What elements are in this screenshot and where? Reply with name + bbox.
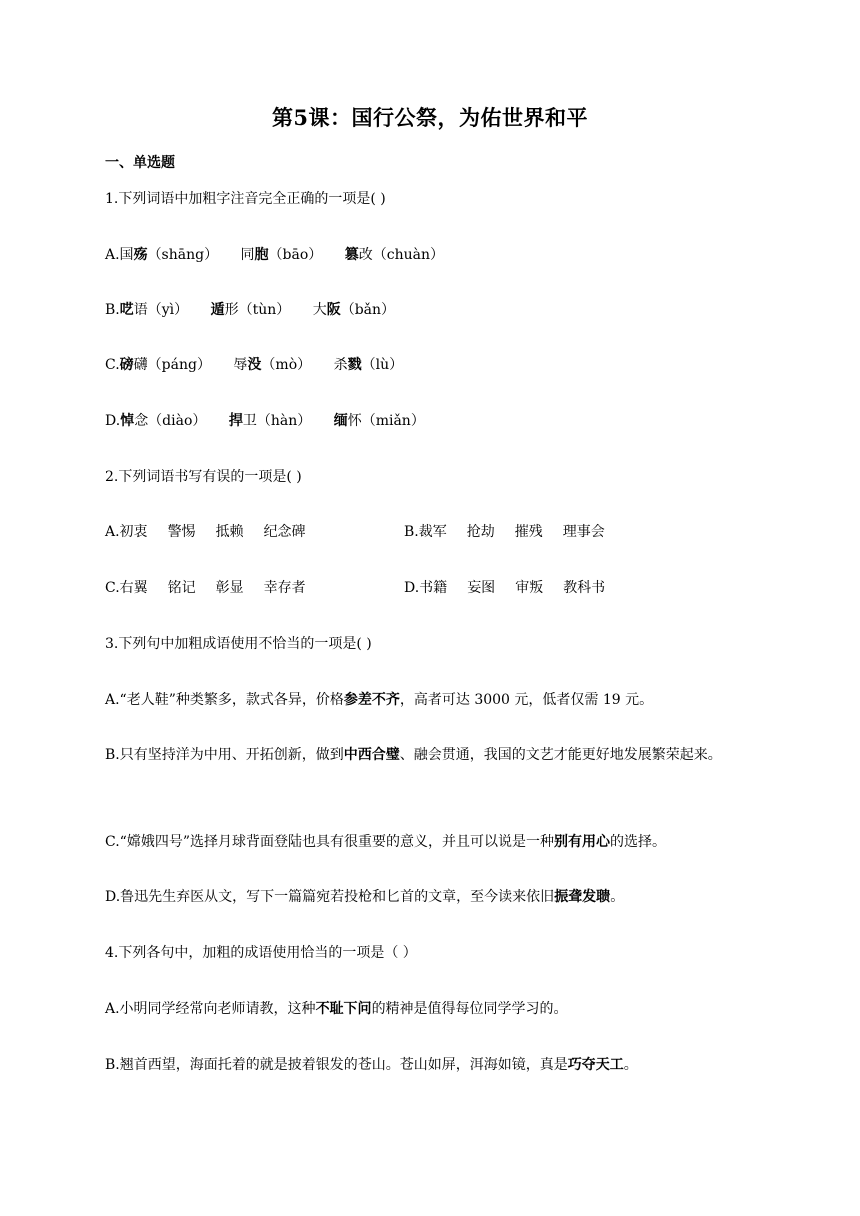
- question-1-stem: 1.下列词语中加粗字注音完全正确的一项是( ): [105, 191, 386, 207]
- question-1-option-d: D.悼念（diào） 捍卫（hàn） 缅怀（miǎn）: [105, 413, 425, 429]
- question-2-option-d: D.书籍 妄图 审叛 教科书: [404, 580, 606, 596]
- question-2-stem: 2.下列词语书写有误的一项是( ): [105, 469, 302, 485]
- question-4-stem: 4.下列各句中，加粗的成语使用恰当的一项是（ ）: [105, 945, 417, 961]
- question-3-option-d: D.鲁迅先生弃医从文，写下一篇篇宛若投枪和匕首的文章，至今读来依旧振聋发聩。: [105, 889, 625, 905]
- question-3-option-a: A.“老人鞋”种类繁多，款式各异，价格参差不齐，高者可达 3000 元，低者仅需 19 元。: [105, 692, 654, 708]
- question-1-option-c: C.磅礴（páng） 辱没（mò） 杀戮（lù）: [105, 357, 404, 373]
- question-3-stem: 3.下列句中加粗成语使用不恰当的一项是( ): [105, 636, 372, 652]
- section-heading: 一、单选题: [105, 155, 175, 171]
- question-4-option-a: A.小明同学经常向老师请教，这种不耻下问的精神是值得每位同学学习的。: [105, 1001, 568, 1017]
- question-2-option-b: B.裁军 抢劫 摧残 理事会: [404, 524, 605, 540]
- question-3-option-b: B.只有坚持洋为中用、开拓创新，做到中西合璧、融会贯通，我国的文艺才能更好地发展繁荣起来。: [105, 747, 722, 763]
- page-title: 第5课：国行公祭，为佑世界和平: [271, 105, 589, 130]
- question-1-option-b: B.呓语（yì） 遁形（tùn） 大阪（bǎn）: [105, 302, 396, 318]
- question-4-option-b: B.翘首西望，海面托着的就是披着银发的苍山。苍山如屏，洱海如镜，真是巧夺天工。: [105, 1057, 638, 1073]
- question-2-option-a: A.初衷 警惕 抵赖 纪念碑: [105, 524, 306, 540]
- question-2-option-c: C.右翼 铭记 彰显 幸存者: [105, 580, 306, 596]
- question-1-option-a: A.国殇（shāng） 同胞（bāo） 篡改（chuàn）: [105, 247, 444, 263]
- question-3-option-c: C.“嫦娥四号”选择月球背面登陆也具有很重要的意义，并且可以说是一种别有用心的选择。: [105, 834, 666, 850]
